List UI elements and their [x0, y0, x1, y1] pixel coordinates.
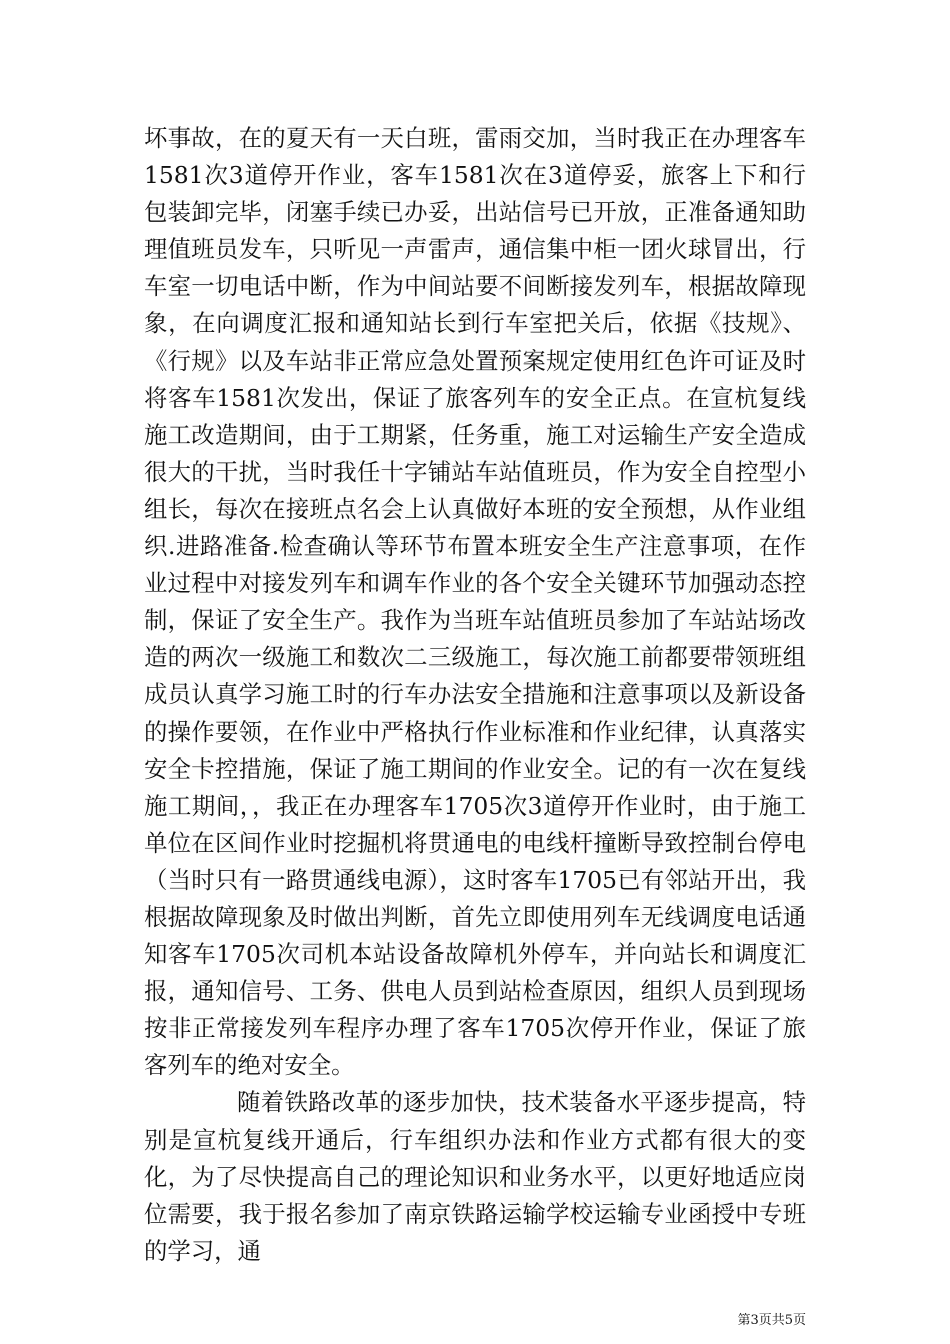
- document-body: [144, 120, 806, 1270]
- paragraph-2: 随着铁路改革的逐步加快，技术装备水平逐步提高，特别是宣杭复线开通后，行车组织办法和作业方式都有很大的变化，为了尽快提高自己的理论知识和业务水平，以更好地适应岗位需要，我于报名参加了南京铁路运输学校运输专业函授中专班的学习，通: [144, 1088, 806, 1265]
- page-number: 第3页共5页: [737, 1313, 806, 1328]
- paragraph-1: 坏事故，在的夏天有一天白班，雷雨交加，当时我正在办理客车1581次3道停开作业，客车1581次在3道停妥，旅客上下和行包装卸完毕，闭塞手续已办妥，出站信号已开放，正准备通知助理值班员发车，只听见一声雷声，通信集中柜一团火球冒出，行车室一切电话中断，作为中间站要不间断接发列车，根据故障现象，在向调度汇报和通知站长到行车室把关后，依据《技规》、《行规》以及车站非正常应急处置预案规定使用红色许可证及时将客车1581次发出，保证了旅客列车的安全正点。在宣杭复线施工改造期间，由于工期紧，任务重，施工对运输生产安全造成很大的干扰，当时我任十字铺站车站值班员，作为安全自控型小组长，每次在接班点名会上认真做好本班的安全预想，从作业组织.进路准备.检查确认等环节布置本班安全生产注意事项，在作业过程中对接发列车和调车作业的各个安全关键环节加强动态控制，保证了安全生产。我作为当班车站值班员参加了车站站场改造的两次一级施工和数次二三级施工，每次施工前都要带领班组成员认真学习施工时的行车办法安全措施和注意事项以及新设备的操作要领，在作业中严格执行作业标准和作业纪律，认真落实安全卡控措施，保证了施工期间的作业安全。记的有一次在复线施工期间，，我正在办理客车1705次3道停开作业时，由于施工单位在区间作业时挖掘机将贯通电的电线杆撞断导致控制台停电（当时只有一路贯通线电源），这时客车1705已有邻站开出，我根据故障现象及时做出判断，首先立即使用列车无线调度电话通知客车1705次司机本站设备故障机外停车，并向站长和调度汇报，通知信号、工务、供电人员到站检查原因，组织人员到现场按非正常接发列车程序办理了客车1705次停开作业，保证了旅客列车的绝对安全。: [144, 124, 806, 1080]
